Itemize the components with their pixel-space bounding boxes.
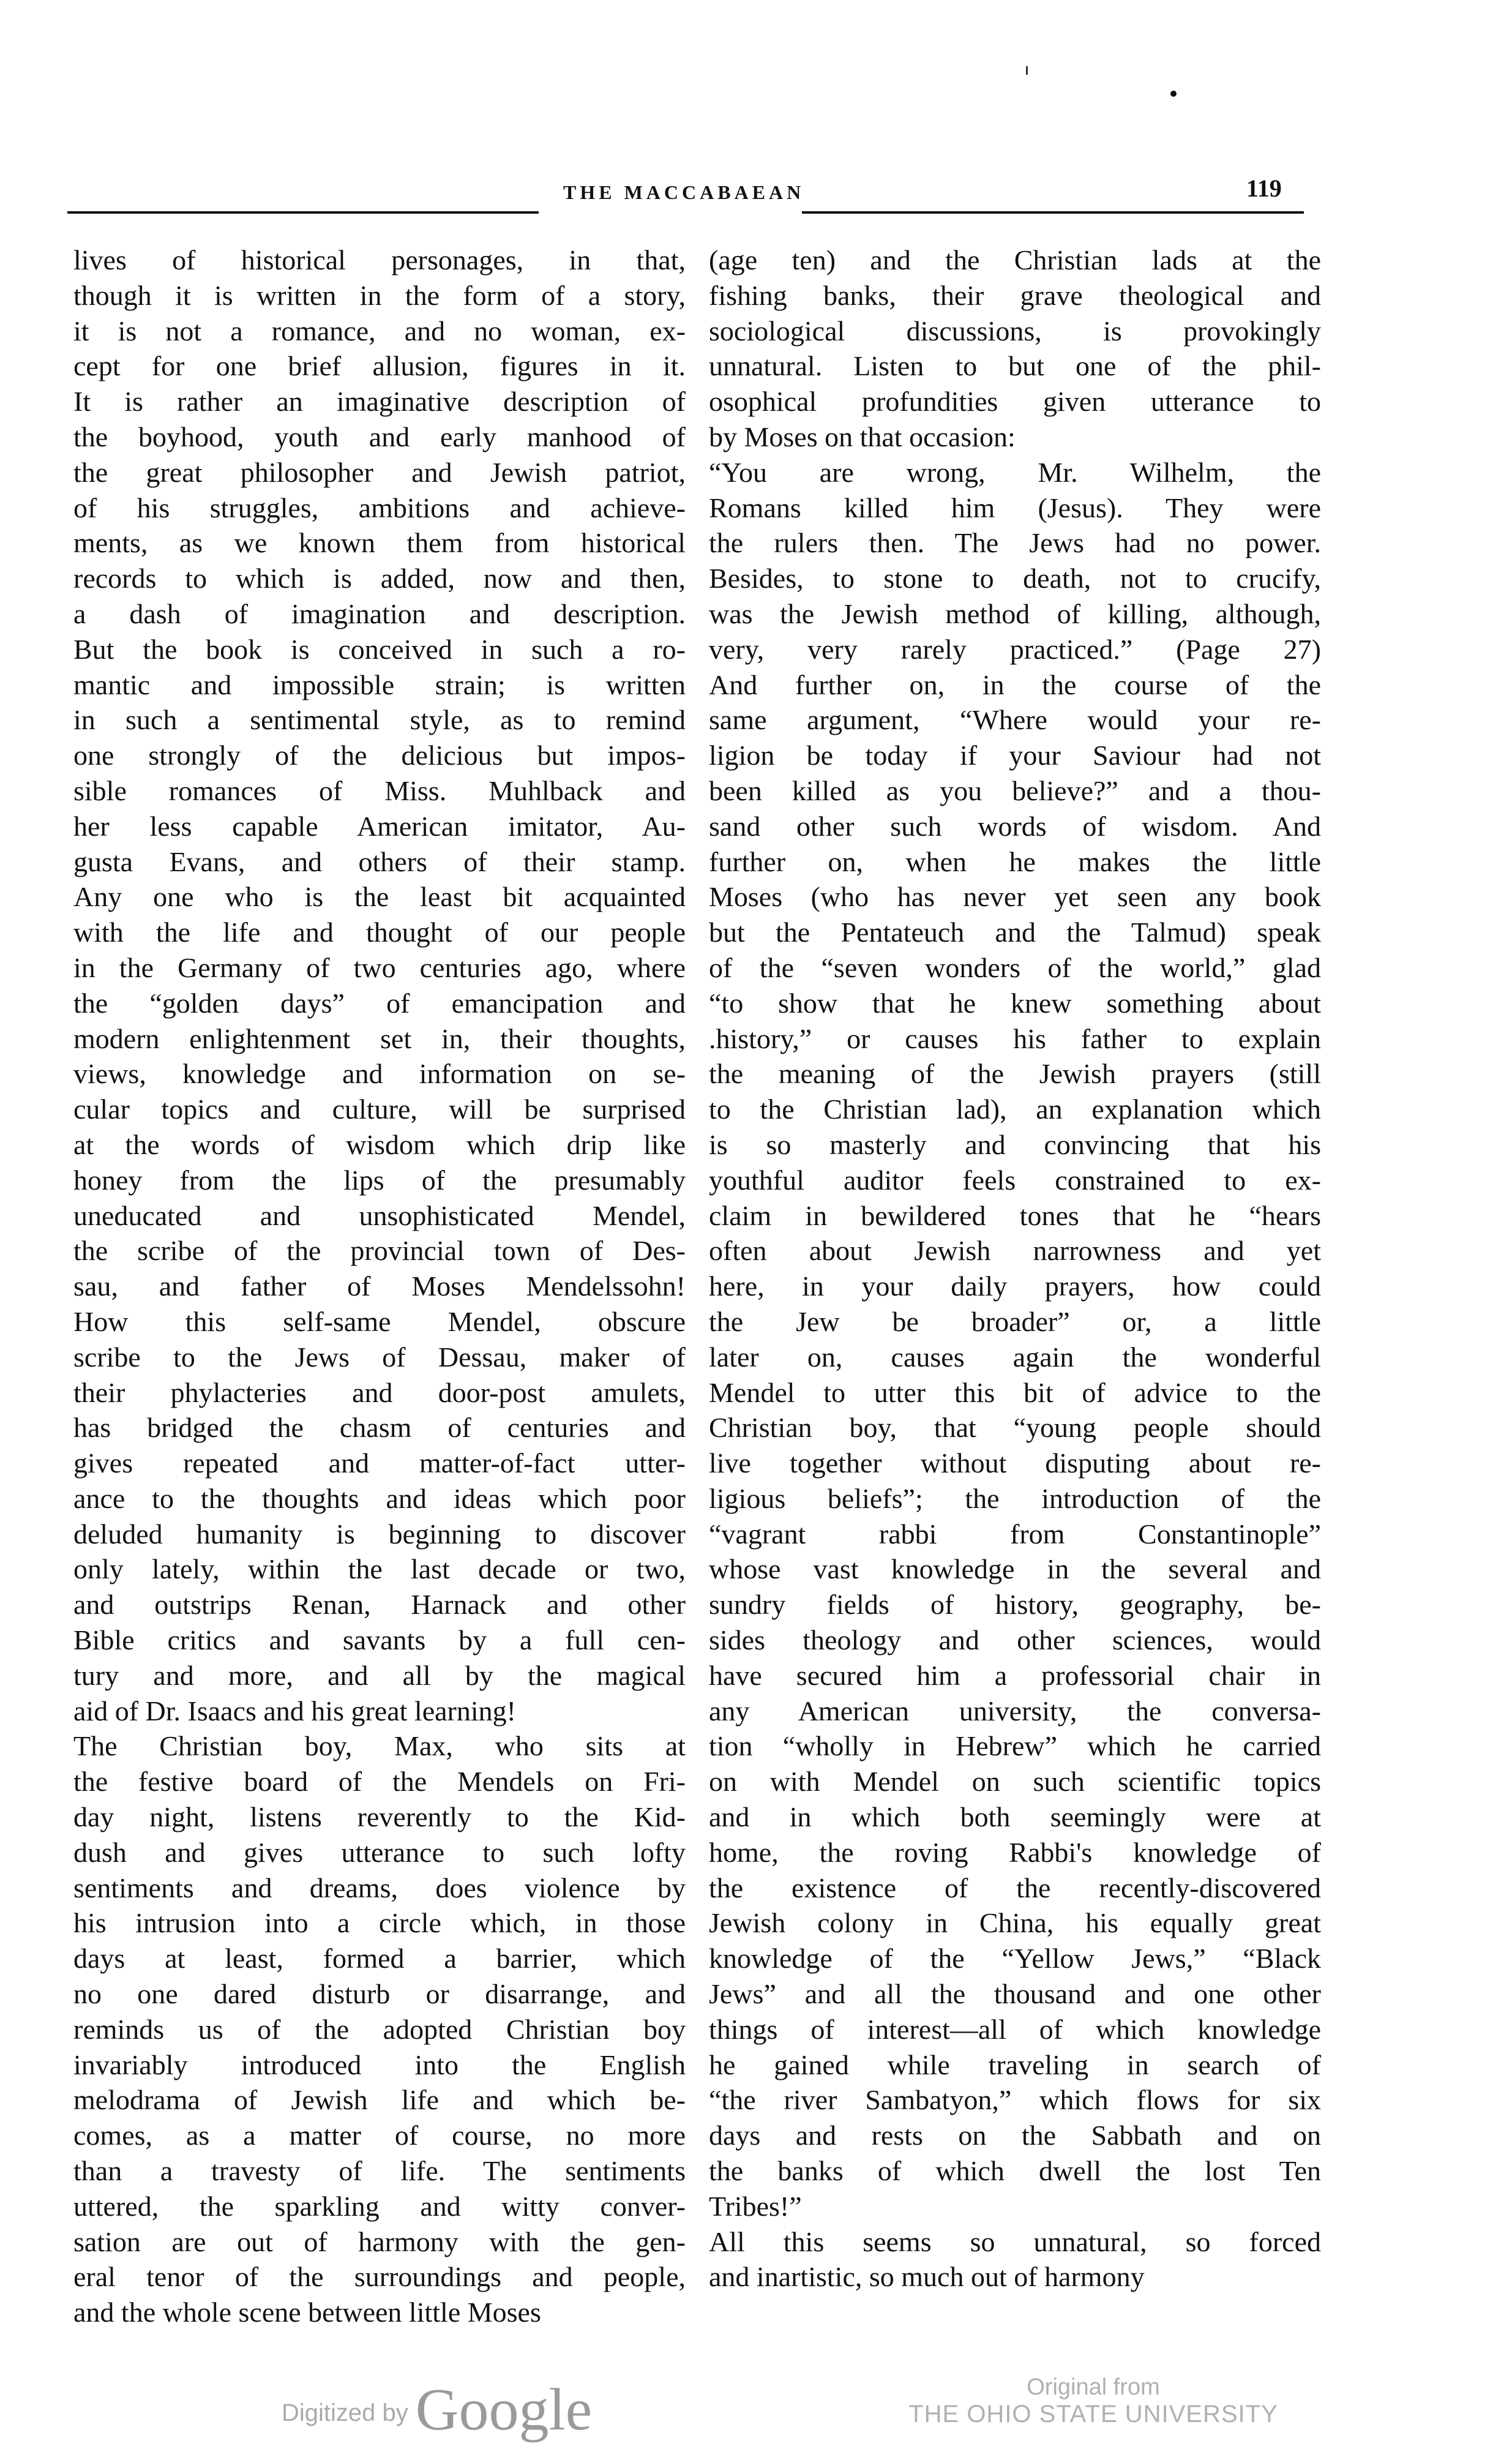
text-line: days at least, formed a barrier, which: [73, 1943, 686, 1975]
text-line: no one dared disturb or disarrange, and: [73, 1978, 686, 2010]
text-line: osophical profundities given utterance to: [709, 386, 1321, 418]
text-line: honey from the lips of the presumably: [73, 1164, 686, 1196]
text-line: All this seems so unnatural, so forced: [709, 2226, 1321, 2257]
text-line: by Moses on that occasion:: [709, 421, 1016, 452]
text-line: Jews” and all the thousand and one other: [709, 1978, 1321, 2010]
text-line: the meaning of the Jewish prayers (still: [709, 1058, 1321, 1090]
text-line: her less capable American imitator, Au-: [73, 810, 686, 842]
text-line: a dash of imagination and description.: [73, 598, 686, 629]
text-line: modern enlightenment set in, their thoughts,: [73, 1022, 686, 1054]
text-line: of the “seven wonders of the world,” glad: [709, 951, 1321, 983]
text-line: sand other such words of wisdom. And: [709, 810, 1321, 842]
digitized-by-label: Digitized by: [282, 2399, 408, 2426]
text-line: cular topics and culture, will be surprised: [73, 1093, 686, 1125]
text-line: sociological discussions, is provokingly: [709, 315, 1321, 347]
text-line: the “golden days” of emancipation and: [73, 987, 686, 1019]
text-line: home, the roving Rabbi's knowledge of: [709, 1836, 1321, 1868]
text-line: was the Jewish method of killing, although,: [709, 598, 1321, 629]
text-line: Mendel to utter this bit of advice to the: [709, 1376, 1321, 1408]
text-line: the boyhood, youth and early manhood of: [73, 421, 686, 452]
left-column: [73, 242, 686, 2330]
text-line: ligious beliefs”; the introduction of the: [709, 1482, 1321, 1514]
original-from-label: Original from: [1027, 2374, 1160, 2400]
source-credit: [873, 2374, 1314, 2428]
text-line: The Christian boy, Max, who sits at: [73, 1730, 686, 1762]
text-line: comes, as a matter of course, no more: [73, 2120, 686, 2151]
text-line: But the book is conceived in such a ro-: [73, 633, 686, 665]
text-line: of his struggles, ambitions and achieve-: [73, 492, 686, 523]
text-line: any American university, the conversa-: [709, 1695, 1321, 1727]
text-line: ligion be today if your Saviour had not: [709, 740, 1321, 771]
text-line: aid of Dr. Isaacs and his great learning!: [73, 1695, 516, 1727]
text-line: ments, as we known them from historical: [73, 527, 686, 559]
text-line: have secured him a professorial chair in: [709, 1659, 1321, 1691]
text-line: same argument, “Where would your re-: [709, 704, 1321, 736]
text-line: lives of historical personages, in that,: [73, 244, 686, 276]
text-line: the rulers then. The Jews had no power.: [709, 527, 1321, 559]
text-line: one strongly of the delicious but impos-: [73, 740, 686, 771]
text-line: sundry fields of history, geography, be-: [709, 1589, 1321, 1621]
text-line: their phylacteries and door-post amulets,: [73, 1376, 686, 1408]
text-line: “the river Sambatyon,” which flows for six: [709, 2084, 1321, 2116]
text-line: Christian boy, that “young people should: [709, 1412, 1321, 1444]
text-line: the existence of the recently-discovered: [709, 1872, 1321, 1903]
text-line: and outstrips Renan, Harnack and other: [73, 1589, 686, 1621]
header-rule-right: [802, 211, 1304, 214]
text-line: has bridged the chasm of centuries and: [73, 1412, 686, 1444]
text-line: though it is written in the form of a story,: [73, 279, 686, 311]
text-line: and the whole scene between little Moses: [73, 2297, 541, 2328]
right-column: [709, 242, 1321, 2295]
running-head: THE MACCABAEAN: [563, 181, 805, 203]
text-line: later on, causes again the wonderful: [709, 1341, 1321, 1373]
text-line: whose vast knowledge in the several and: [709, 1553, 1321, 1585]
text-line: melodrama of Jewish life and which be-: [73, 2084, 686, 2116]
text-line: the scribe of the provincial town of Des-: [73, 1235, 686, 1267]
text-line: often about Jewish narrowness and yet: [709, 1235, 1321, 1267]
text-line: Tribes!”: [709, 2190, 802, 2222]
text-line: he gained while traveling in search of: [709, 2049, 1321, 2080]
text-line: Romans killed him (Jesus). They were: [709, 492, 1321, 523]
text-line: Moses (who has never yet seen any book: [709, 881, 1321, 913]
text-line: uneducated and unsophisticated Mendel,: [73, 1199, 686, 1231]
text-line: days and rests on the Sabbath and on: [709, 2120, 1321, 2151]
text-line: Besides, to stone to death, not to crucify,: [709, 563, 1321, 594]
text-line: Jewish colony in China, his equally great: [709, 1907, 1321, 1939]
page-number: 119: [1246, 174, 1282, 202]
text-line: live together without disputing about re-: [709, 1447, 1321, 1479]
text-line: And further on, in the course of the: [709, 669, 1321, 700]
text-line: only lately, within the last decade or two,: [73, 1553, 686, 1585]
text-line: uttered, the sparkling and witty conver-: [73, 2190, 686, 2222]
text-line: knowledge of the “Yellow Jews,” “Black: [709, 1943, 1321, 1975]
text-line: and in which both seemingly were at: [709, 1801, 1321, 1833]
text-line: the festive board of the Mendels on Fri-: [73, 1766, 686, 1798]
text-line: eral tenor of the surroundings and people,: [73, 2261, 686, 2293]
text-line: sation are out of harmony with the gen-: [73, 2226, 686, 2257]
text-line: tion “wholly in Hebrew” which he carried: [709, 1730, 1321, 1762]
text-line: day night, listens reverently to the Kid-: [73, 1801, 686, 1833]
text-line: “to show that he knew something about: [709, 987, 1321, 1019]
text-line: Bible critics and savants by a full cen-: [73, 1624, 686, 1656]
text-line: than a travesty of life. The sentiments: [73, 2155, 686, 2187]
text-line: How this self-same Mendel, obscure: [73, 1305, 686, 1337]
text-line: scribe to the Jews of Dessau, maker of: [73, 1341, 686, 1373]
text-line: unnatural. Listen to but one of the phil-: [709, 350, 1321, 382]
text-line: “You are wrong, Mr. Wilhelm, the: [709, 456, 1321, 488]
text-line: his intrusion into a circle which, in those: [73, 1907, 686, 1939]
text-line: sau, and father of Moses Mendelssohn!: [73, 1270, 686, 1302]
text-line: mantic and impossible strain; is written: [73, 669, 686, 700]
text-line: tury and more, and all by the magical: [73, 1659, 686, 1691]
text-line: Any one who is the least bit acquainted: [73, 881, 686, 913]
text-line: further on, when he makes the little: [709, 846, 1321, 877]
digitized-by-credit: [282, 2376, 592, 2444]
text-line: the great philosopher and Jewish patriot,: [73, 456, 686, 488]
text-line: to the Christian lad), an explanation which: [709, 1093, 1321, 1125]
header-rule-left: [67, 211, 539, 214]
text-line: very, very rarely practiced.” (Page 27): [709, 633, 1321, 665]
text-line: been killed as you believe?” and a thou-: [709, 774, 1321, 806]
text-line: the banks of which dwell the lost Ten: [709, 2155, 1321, 2187]
text-line: (age ten) and the Christian lads at the: [709, 244, 1321, 276]
text-line: fishing banks, their grave theological and: [709, 279, 1321, 311]
text-line: on with Mendel on such scientific topics: [709, 1766, 1321, 1798]
text-line: It is rather an imaginative description of: [73, 386, 686, 418]
ink-mark: [1026, 66, 1028, 75]
text-line: with the life and thought of our people: [73, 917, 686, 948]
text-line: ance to the thoughts and ideas which poor: [73, 1482, 686, 1514]
text-line: sides theology and other sciences, would: [709, 1624, 1321, 1656]
text-line: records to which is added, now and then,: [73, 563, 686, 594]
institution-name: THE OHIO STATE UNIVERSITY: [908, 2401, 1278, 2428]
text-line: it is not a romance, and no woman, ex-: [73, 315, 686, 347]
text-line: youthful auditor feels constrained to ex-: [709, 1164, 1321, 1196]
text-line: sible romances of Miss. Muhlback and: [73, 774, 686, 806]
text-line: gusta Evans, and others of their stamp.: [73, 846, 686, 877]
text-line: things of interest—all of which knowledge: [709, 2013, 1321, 2045]
ink-speck: [1170, 91, 1177, 97]
text-line: in the Germany of two centuries ago, where: [73, 951, 686, 983]
text-line: is so masterly and convincing that his: [709, 1128, 1321, 1160]
text-line: in such a sentimental style, as to remind: [73, 704, 686, 736]
text-line: .history,” or causes his father to explain: [709, 1022, 1321, 1054]
text-line: “vagrant rabbi from Constantinople”: [709, 1518, 1321, 1550]
text-line: the Jew be broader” or, a little: [709, 1305, 1321, 1337]
text-line: views, knowledge and information on se-: [73, 1058, 686, 1090]
text-line: invariably introduced into the English: [73, 2049, 686, 2080]
text-line: and inartistic, so much out of harmony: [709, 2261, 1145, 2293]
text-line: deluded humanity is beginning to discover: [73, 1518, 686, 1550]
text-line: cept for one brief allusion, figures in it.: [73, 350, 686, 382]
text-line: dush and gives utterance to such lofty: [73, 1836, 686, 1868]
text-line: sentiments and dreams, does violence by: [73, 1872, 686, 1903]
text-line: here, in your daily prayers, how could: [709, 1270, 1321, 1302]
text-line: gives repeated and matter-of-fact utter-: [73, 1447, 686, 1479]
text-line: but the Pentateuch and the Talmud) speak: [709, 917, 1321, 948]
text-line: claim in bewildered tones that he “hears: [709, 1199, 1321, 1231]
text-line: reminds us of the adopted Christian boy: [73, 2013, 686, 2045]
google-logo: Google: [415, 2377, 593, 2443]
text-line: at the words of wisdom which drip like: [73, 1128, 686, 1160]
